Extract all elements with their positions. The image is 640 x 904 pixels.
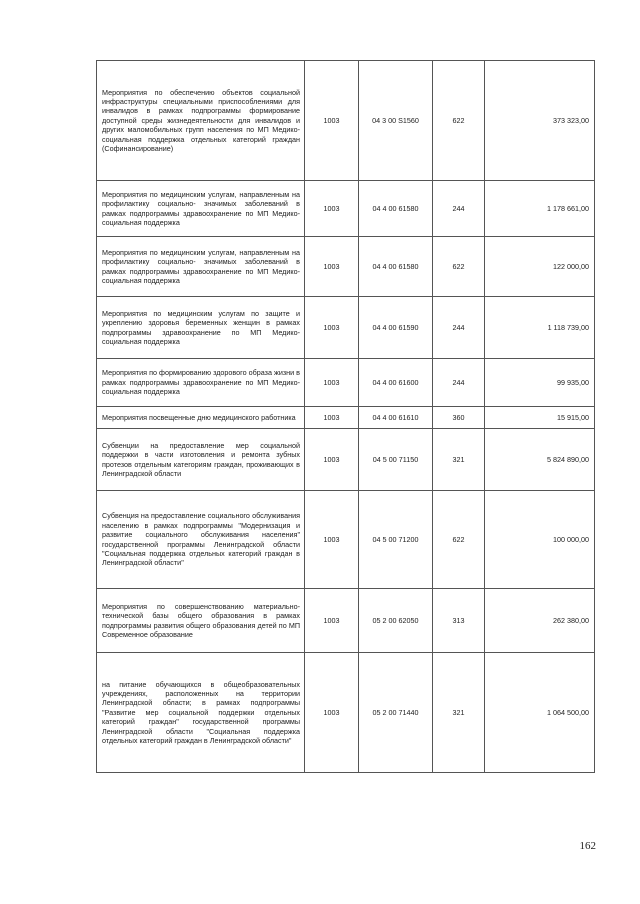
- row-description: Субвенции на предоставление мер социальной поддержки в части изготовления и ремонта зубных протезов отдельным категориям граждан, проживающих в Ленинградской области: [97, 429, 305, 491]
- table-row: [97, 181, 595, 237]
- table-row: [97, 653, 595, 773]
- row-amount: 15 915,00: [485, 407, 595, 429]
- row-section: 1003: [305, 237, 359, 297]
- row-amount: 1 178 661,00: [485, 181, 595, 237]
- row-amount: 99 935,00: [485, 359, 595, 407]
- row-expense-type: 622: [433, 237, 485, 297]
- table-row: [97, 407, 595, 429]
- row-description: Мероприятия по обеспечению объектов социальной инфраструктуры специальными приспособлениями для инвалидов в рамках подпрограммы формирование доступной среды жизнедеятельности для инвалидов и других маломобильных групп населения по МП Медико-социальная поддержка отдельных категорий граждан (Софинансирование): [97, 61, 305, 181]
- row-amount: 5 824 890,00: [485, 429, 595, 491]
- row-expense-type: 360: [433, 407, 485, 429]
- row-target-article: 05 2 00 62050: [359, 589, 433, 653]
- row-target-article: 04 4 00 61610: [359, 407, 433, 429]
- row-expense-type: 244: [433, 297, 485, 359]
- row-expense-type: 313: [433, 589, 485, 653]
- row-section: 1003: [305, 61, 359, 181]
- budget-table: [96, 60, 595, 773]
- row-amount: 1 064 500,00: [485, 653, 595, 773]
- row-section: 1003: [305, 589, 359, 653]
- row-amount: 122 000,00: [485, 237, 595, 297]
- row-target-article: 04 4 00 61590: [359, 297, 433, 359]
- row-target-article: 04 5 00 71200: [359, 491, 433, 589]
- row-target-article: 05 2 00 71440: [359, 653, 433, 773]
- table-row: [97, 237, 595, 297]
- row-target-article: 04 4 00 61580: [359, 237, 433, 297]
- row-expense-type: 622: [433, 61, 485, 181]
- row-section: 1003: [305, 181, 359, 237]
- row-description: Субвенция на предоставление социального обслуживания населению в рамках подпрограммы "Модернизация и развитие социального обслуживания населения" государственной программы Ленинградской области "Социальная поддержка отдельных категорий граждан в Ленинградской области": [97, 491, 305, 589]
- row-amount: 262 380,00: [485, 589, 595, 653]
- row-expense-type: 321: [433, 653, 485, 773]
- row-section: 1003: [305, 491, 359, 589]
- row-target-article: 04 4 00 61580: [359, 181, 433, 237]
- table-row: [97, 297, 595, 359]
- row-target-article: 04 4 00 61600: [359, 359, 433, 407]
- row-amount: 100 000,00: [485, 491, 595, 589]
- row-description: Мероприятия по медицинским услугам, направленным на профилактику социально- значимых заболеваний в рамках подпрограммы здравоохранение по МП Медико-социальная поддержка: [97, 181, 305, 237]
- table-row: [97, 359, 595, 407]
- table-row: [97, 491, 595, 589]
- row-expense-type: 622: [433, 491, 485, 589]
- row-section: 1003: [305, 429, 359, 491]
- row-target-article: 04 3 00 S1560: [359, 61, 433, 181]
- row-section: 1003: [305, 407, 359, 429]
- row-expense-type: 321: [433, 429, 485, 491]
- table-row: [97, 61, 595, 181]
- row-description: Мероприятия по медицинским услугам, направленным на профилактику социально- значимых заболеваний в рамках подпрограммы здравоохранение по МП Медико-социальная поддержка: [97, 237, 305, 297]
- row-description: Мероприятия по медицинским услугам по защите и укреплению здоровья беременных женщин в рамках подпрограммы здравоохранение по МП Медико-социальная поддержка: [97, 297, 305, 359]
- row-description: Мероприятия посвещенные дню медицинского работника: [97, 407, 305, 429]
- table-row: [97, 589, 595, 653]
- table-row: [97, 429, 595, 491]
- row-description: Мероприятия по совершенствованию материально-технической базы общего образования в рамках подпрограммы развития общего образования детей по МП Современное образование: [97, 589, 305, 653]
- row-amount: 1 118 739,00: [485, 297, 595, 359]
- page-number: 162: [579, 840, 596, 852]
- row-section: 1003: [305, 297, 359, 359]
- row-description: на питание обучающихся в общеобразовательных учреждениях, расположенных на территории Ленинградской области; в рамках подпрограммы "Развитие мер социальной поддержки отдельных категорий граждан" государственной программы Ленинградской области "Социальная поддержка отдельных категорий граждан в Ленинградской области": [97, 653, 305, 773]
- row-amount: 373 323,00: [485, 61, 595, 181]
- row-description: Мероприятия по формированию здорового образа жизни в рамках подпрограммы здравоохранение по МП Медико-социальная поддержка: [97, 359, 305, 407]
- row-target-article: 04 5 00 71150: [359, 429, 433, 491]
- row-section: 1003: [305, 653, 359, 773]
- row-expense-type: 244: [433, 359, 485, 407]
- row-section: 1003: [305, 359, 359, 407]
- row-expense-type: 244: [433, 181, 485, 237]
